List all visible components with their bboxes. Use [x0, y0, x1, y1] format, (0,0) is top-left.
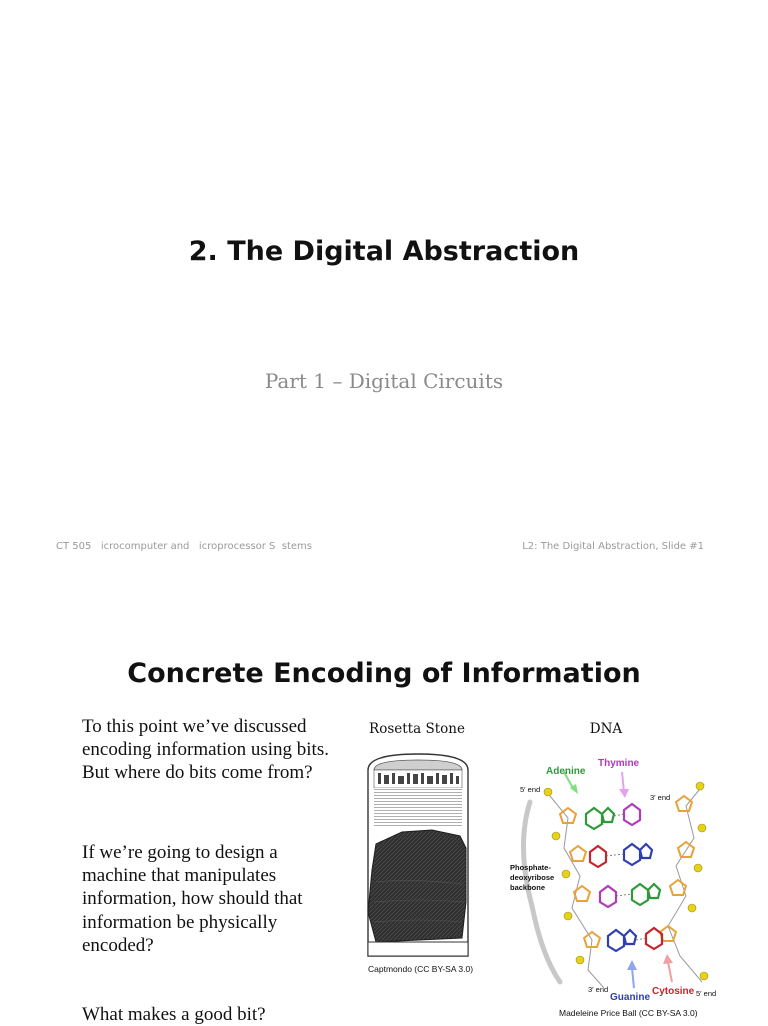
sugar-shape: [574, 886, 590, 901]
adenine-label: Adenine: [546, 766, 586, 777]
dna-structure-image: [508, 756, 726, 1002]
phosphate-shape: [698, 824, 706, 832]
dna-figure-label: DNA: [589, 721, 623, 737]
phosphate-shape: [576, 956, 584, 964]
adenine-base: [602, 808, 614, 822]
sugar-shape: [678, 842, 694, 857]
phosphate-shape: [694, 864, 702, 872]
adenine-base: [632, 884, 648, 905]
rosetta-stone-image: [362, 752, 474, 958]
slide-title: 2. The Digital Abstraction: [188, 236, 580, 267]
adenine-base: [586, 808, 602, 829]
dna-image-credit: Madeleine Price Ball (CC BY-SA 3.0): [559, 1008, 698, 1018]
backbone-label: Phosphate-: [510, 863, 551, 872]
phosphate-shape: [696, 782, 704, 790]
sugar-shape: [676, 796, 692, 811]
phosphate-shape: [552, 832, 560, 840]
body-paragraph: If we’re going to design a machine that manipulates information, how should that information be physically encoded?: [82, 842, 303, 956]
five-prime-end-label: 5′ end: [696, 989, 717, 998]
rosetta-figure-label: Rosetta Stone: [369, 721, 465, 737]
guanine-arrow-head: [627, 960, 637, 970]
thymine-base: [600, 886, 616, 907]
cytosine-arrow-head: [663, 954, 673, 964]
cytosine-label: Cytosine: [652, 986, 695, 997]
guanine-base: [640, 844, 652, 858]
slide-subtitle: Part 1 – Digital Circuits: [264, 369, 504, 393]
guanine-label: Guanine: [610, 992, 651, 1002]
guanine-arrow: [632, 968, 634, 988]
adenine-base: [648, 884, 660, 898]
footer-slide-number: L2: The Digital Abstraction, Slide #1: [522, 541, 704, 552]
footer-course: CT 505 icrocomputer and icroprocessor S stems: [56, 541, 312, 552]
backbone-label: deoxyribose: [510, 873, 555, 882]
rosetta-image-credit: Captmondo (CC BY-SA 3.0): [368, 964, 474, 974]
body-paragraph: What makes a good bit?: [82, 1004, 266, 1025]
content-slide: [0, 580, 768, 1024]
body-paragraph: To this point we’ve discussed encoding information using bits. But where do bits come from?: [82, 716, 329, 784]
phosphate-shape: [700, 972, 708, 980]
cytosine-base: [590, 846, 606, 867]
three-prime-end-label: 3′ end: [650, 793, 671, 802]
thymine-label: Thymine: [598, 758, 640, 769]
three-prime-end-label: 3′ end: [588, 985, 609, 994]
sugar-shape: [570, 846, 586, 861]
cytosine-arrow: [668, 962, 672, 982]
backbone-label: backbone: [510, 883, 546, 892]
phosphate-shape: [544, 788, 552, 796]
thymine-arrow-head: [619, 789, 629, 798]
five-prime-end-label: 5′ end: [520, 785, 541, 794]
phosphate-shape: [688, 904, 696, 912]
phosphate-shape: [562, 870, 570, 878]
guanine-base: [624, 930, 636, 944]
guanine-base: [624, 844, 640, 865]
thymine-base: [624, 804, 640, 825]
phosphate-shape: [564, 912, 572, 920]
cytosine-base: [646, 928, 662, 949]
guanine-base: [608, 930, 624, 951]
slide-title: Concrete Encoding of Information: [127, 658, 641, 689]
